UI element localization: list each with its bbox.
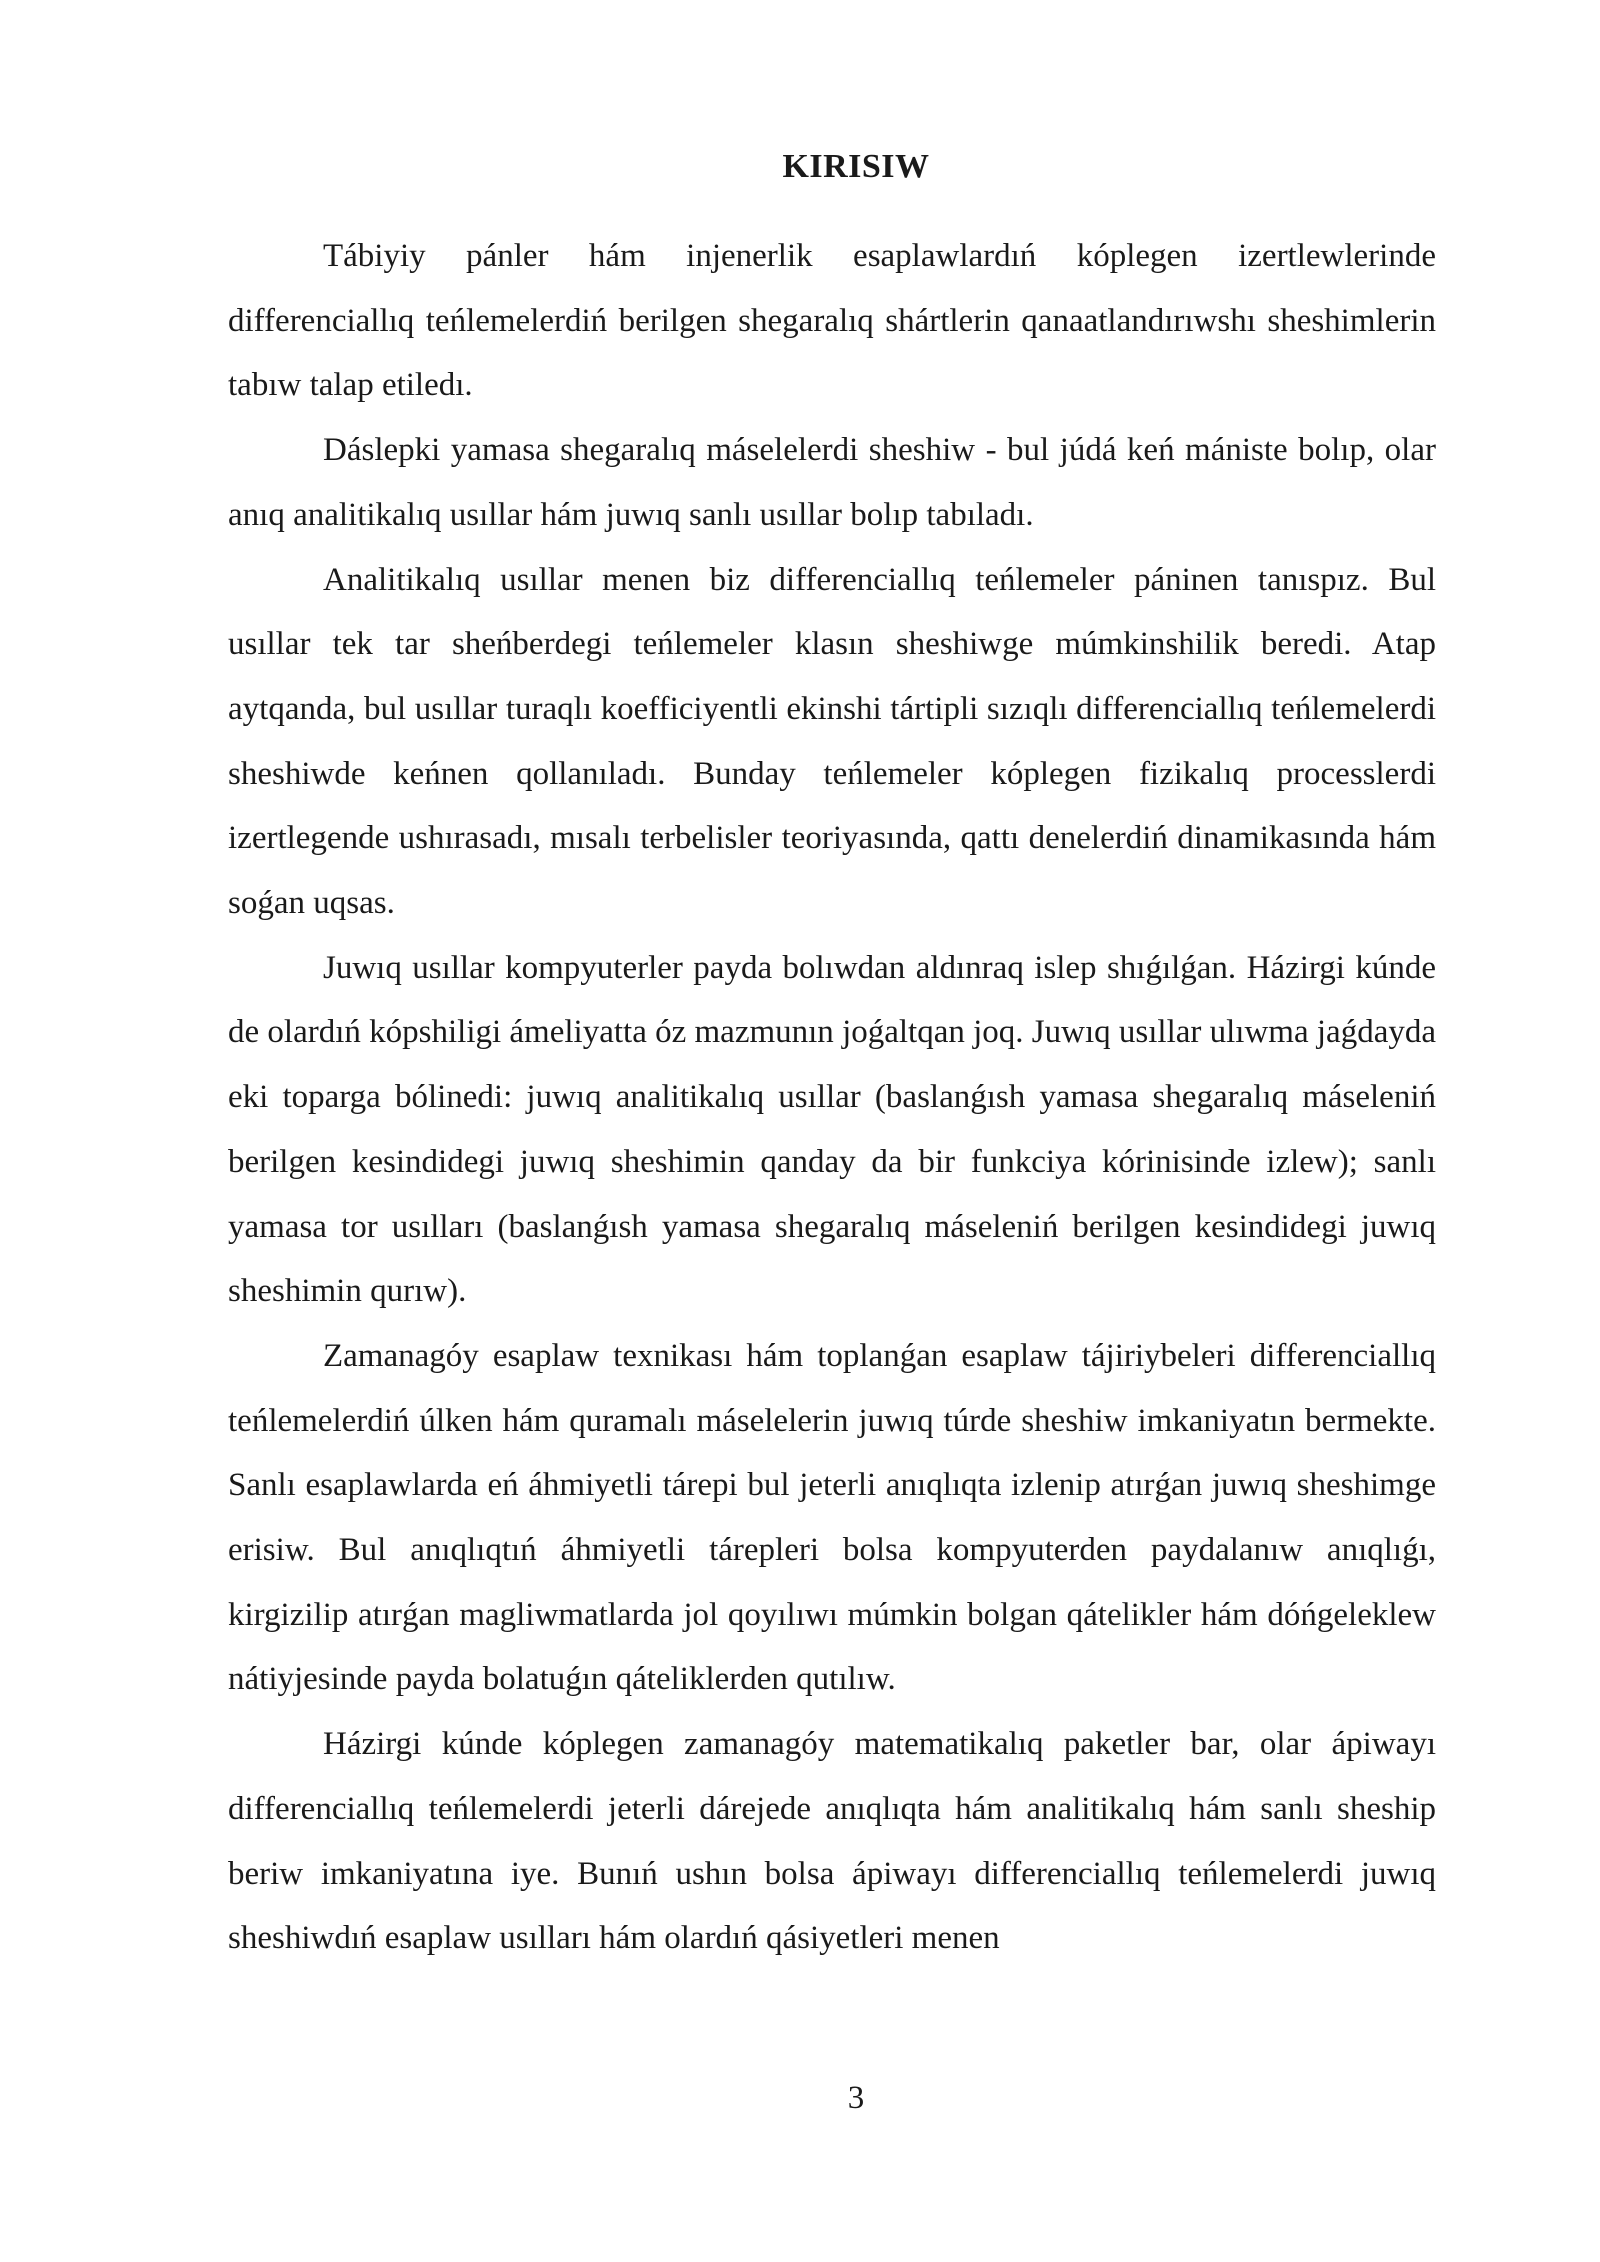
page-title: KIRISIW (782, 148, 930, 185)
paragraph: Juwıq usıllar kompyuterler payda bolıwdan aldınraq islep shıǵılǵan. Házirgi kúnde de olardıń kópshiligi ámeliyatta óz mazmunın joǵaltqan joq. Juwıq usıllar ulıwma jaǵdayda eki toparga bólinedi: juwıq analitikalıq usıllar (baslanǵısh yamasa shegaralıq máseleniń berilgen kesindidegi juwıq sheshimin qanday da bir funkciya kórinisinde izlew); sanlı yamasa tor usılları (baslanǵısh yamasa shegaralıq máseleniń berilgen kesindidegi juwıq sheshimin qurıw). (228, 949, 1436, 1310)
paragraph: Házirgi kúnde kóplegen zamanagóy matematikalıq paketler bar, olar ápiwayı differenciallıq teńlemelerdi jeterli dárejede anıqlıqta hám analitikalıq hám sanlı sheship beriw imkaniyatına iye. Bunıń ushın bolsa ápiwayı differenciallıq teńlemelerdi juwıq sheshiwdıń esaplaw usılları hám olardıń qásiyetleri menen (228, 1726, 1436, 1957)
paragraph: Analitikalıq usıllar menen biz differenciallıq teńlemeler páninen tanıspız. Bul usıllar tek tar sheńberdegi teńlemeler klasın sheshiwge múmkinshilik beredi. Atap aytqanda, bul usıllar turaqlı koefficiyentli ekinshi tártipli sızıqlı differenciallıq teńlemelerdi sheshiwde keńnen qollanıladı. Bunday teńlemeler kóplegen fizikalıq processlerdi izertlegende ushırasadı, mısalı terbelisler teoriyasında, qattı denelerdiń dinamikasında hám soǵan uqsas. (228, 561, 1436, 922)
paragraph: Zamanagóy esaplaw texnikası hám toplanǵan esaplaw tájiriybeleri differenciallıq teńlemelerdiń úlken hám quramalı máselelerin juwıq túrde sheshiw imkaniyatın bermekte. Sanlı esaplawlarda eń áhmiyetli tárepi bul jeterli anıqlıqta izlenip atırǵan juwıq sheshimge erisiw. Bul anıqlıqtıń áhmiyetli tárepleri bolsa kompyuterden paydalanıw anıqlıǵı, kirgizilip atırǵan magliwmatlarda jol qoyılıwı múmkin bolgan qátelikler hám dóńgeleklew nátiyjesinde payda bolatuǵın qáteliklerden qutılıw. (228, 1337, 1436, 1698)
paragraph: Tábiyiy pánler hám injenerlik esaplawlardıń kóplegen izertlewlerinde differenciallıq teńlemelerdiń berilgen shegaralıq shártlerin qanaatlandırıwshı sheshimlerin tabıw talap etiledı. (228, 238, 1436, 404)
page-number: 3 (847, 2080, 865, 2116)
document-body (228, 224, 1436, 1971)
paragraph: Dáslepki yamasa shegaralıq máselelerdi sheshiw - bul júdá keń mániste bolıp, olar anıq analitikalıq usıllar hám juwıq sanlı usıllar bolıp tabıladı. (228, 432, 1436, 533)
